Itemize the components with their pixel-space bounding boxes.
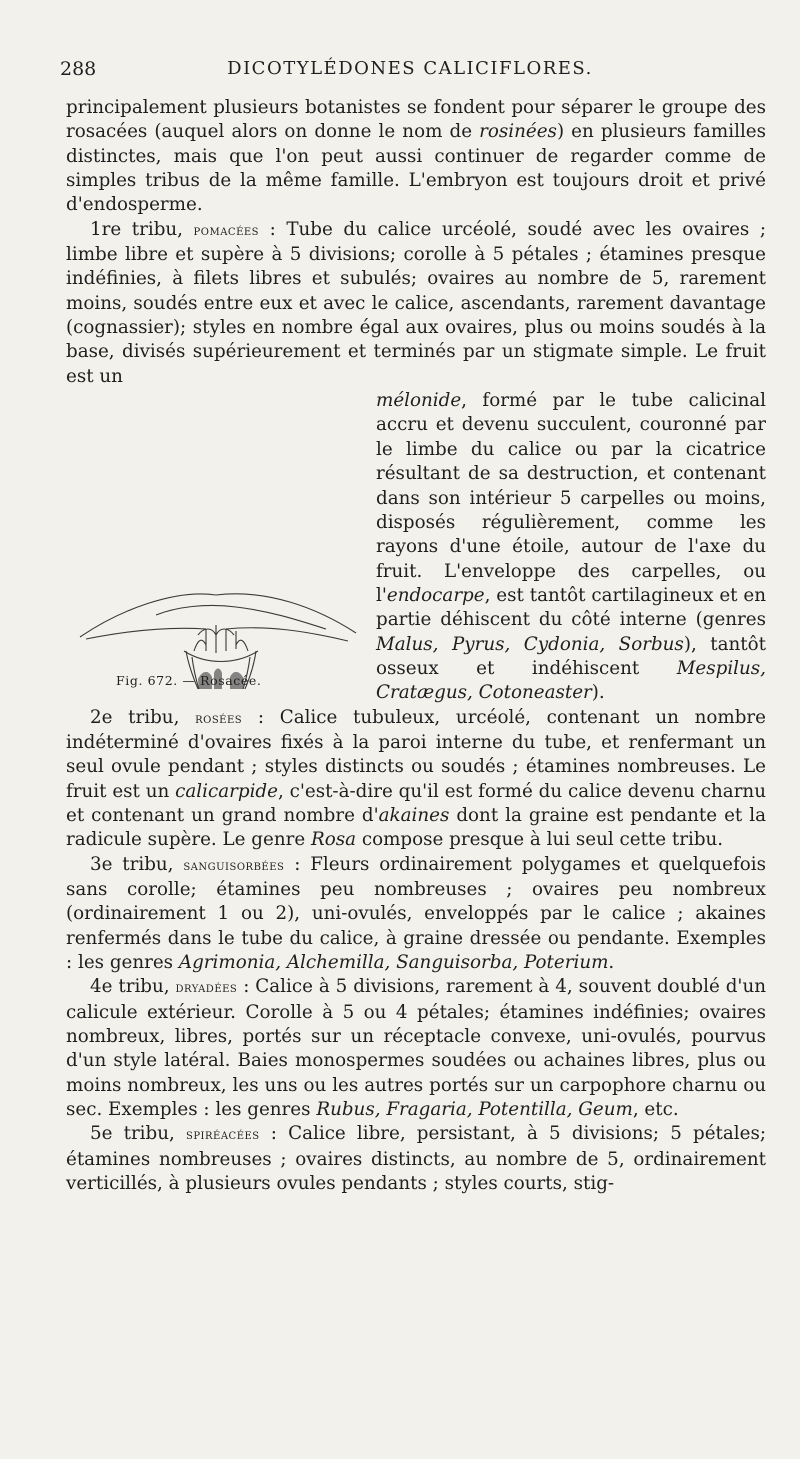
- paragraph-tribe-3: [66, 853, 766, 976]
- italic-genera: Malus, Pyrus, Cydonia, Sorbus: [376, 633, 684, 655]
- page-number: 288: [60, 58, 97, 80]
- paragraph-tribe-1: [66, 218, 766, 389]
- text-run: , formé par le tube calicinal accru et devenu succulent, couronné par le limbe du calice ou par la cicatrice résultant de sa destruction, et contenant dans son intérieur 5 carpelles ou moins, disposés régulièrement, comme les rayons d'une étoile, autour de l'axe du fruit. L'enveloppe des carpelles, ou l': [376, 390, 766, 606]
- running-title: DICOTYLÉDONES CALICIFLORES.: [227, 58, 593, 79]
- figure-caption: Fig. 672. — Rosacée.: [116, 673, 262, 689]
- tribe-number: 4e tribu,: [90, 976, 176, 998]
- italic-term: akaines: [378, 804, 450, 826]
- body-text: [66, 96, 766, 1196]
- tribe-name: dryadées: [175, 980, 238, 997]
- text-run: : Tube du calice urcéolé, soudé avec les ovaires ; limbe libre et supère à 5 divisions; corolle à 5 pétales ; étamines presque indéfinies, à filets libres et subulés; ovaires au nombre de 5, rarement moins, soudés entre eux et avec le calice, ascendants, rarement davantage (cognassier); styles en nombre égal aux ovaires, plus ou moins soudés à la base, divisés supérieurement et terminés par un stigmate simple. Le fruit est un: [66, 218, 766, 387]
- tribe-name: spiréacées: [185, 1127, 260, 1144]
- text-run: ).: [591, 682, 605, 704]
- italic-genera: Mespilus, Cratægus, Cotoneaster: [376, 657, 766, 704]
- text-run: principalement plusieurs botanistes se fondent pour séparer le groupe des rosacées (auquel alors on donne le nom de: [66, 97, 766, 143]
- text-run: dont la graine est pendante et la radicule supère. Le genre: [66, 804, 766, 851]
- text-run: : Calice libre, persistant, à 5 divisions; 5 pétales; étamines nombreuses ; ovaires distincts, au nombre de 5, ordinairement verticillés, à plusieurs ovules pendants ; styles courts, stig-: [66, 1123, 766, 1195]
- tribe-number: 2e tribu,: [90, 706, 196, 728]
- text-run: compose presque à lui seul cette tribu.: [356, 829, 724, 851]
- italic-term: rosinées: [479, 121, 557, 143]
- italic-genera: Rubus, Fragaria, Potentilla, Geum: [316, 1099, 633, 1121]
- text-run: : Calice à 5 divisions, rarement à 4, souvent doublé d'un calicule extérieur. Corolle à 5 ou 4 pétales; étamines indéfinies; ovaires nombreux, libres, portés sur un réceptacle convexe, uni-ovulés, pourvus d'un style latéral. Baies monospermes soudées ou achaines libres, plus ou moins nombreux, les uns ou les autres portés sur un carpophore charnu ou sec. Exemples : les genres: [66, 976, 766, 1121]
- italic-genera: Rosa: [310, 829, 357, 851]
- page-header: [60, 58, 760, 84]
- text-run: , est tantôt cartilagineux et en partie déhiscent du côté interne (genres: [376, 584, 766, 631]
- text-run: ) en plusieurs familles distinctes, mais que l'on peut aussi continuer de regarder comme de simples tribus de la même famille. L'embryon est toujours droit et privé d'endosperme.: [66, 121, 767, 216]
- text-run: .: [608, 952, 615, 974]
- italic-term: calicarpide: [175, 780, 278, 802]
- tribe-number: 3e tribu,: [90, 853, 184, 875]
- italic-term: mélonide: [376, 390, 462, 412]
- paragraph-tribe-5: [66, 1122, 766, 1196]
- paragraph-intro: [66, 96, 766, 218]
- italic-genera: Agrimonia, Alchemilla, Sanguisorba, Poterium: [178, 952, 609, 974]
- tribe-name: sanguisorbées: [183, 857, 285, 874]
- paragraph-tribe-2: [66, 706, 766, 853]
- tribe-name: rosées: [195, 710, 243, 727]
- text-run: , c'est-à-dire qu'il est formé du calice devenu charnu et contenant un grand nombre d': [66, 780, 766, 826]
- text-run: : Calice tubuleux, urcéolé, contenant un nombre indéterminé d'ovaires fixés à la paroi interne du tube, et renfermant un seul ovule pendant ; styles distincts ou soudés ; étamines nombreuses. Le fruit est un: [66, 706, 766, 802]
- tribe-number: 1re tribu,: [90, 218, 194, 240]
- italic-term: endocarpe: [386, 584, 485, 606]
- text-run: : Fleurs ordinairement polygames et quelquefois sans corolle; étamines peu nombreuses ; ovaires peu nombreux (ordinairement 1 ou 2), uni-ovulés, enveloppés par le calice ; akaines renfermés dans le tube du calice, à graine dressée ou pendante. Exemples : les genres: [66, 853, 766, 974]
- tribe-name: pomacées: [193, 222, 260, 239]
- tribe-number: 5e tribu,: [90, 1123, 186, 1145]
- text-run: ), tantôt osseux et indéhiscent: [376, 633, 766, 679]
- text-run: , etc.: [632, 1099, 679, 1121]
- figure-672: [66, 389, 366, 689]
- paragraph-tribe-4: [66, 975, 766, 1122]
- rosacee-flower-section-icon: [66, 389, 366, 689]
